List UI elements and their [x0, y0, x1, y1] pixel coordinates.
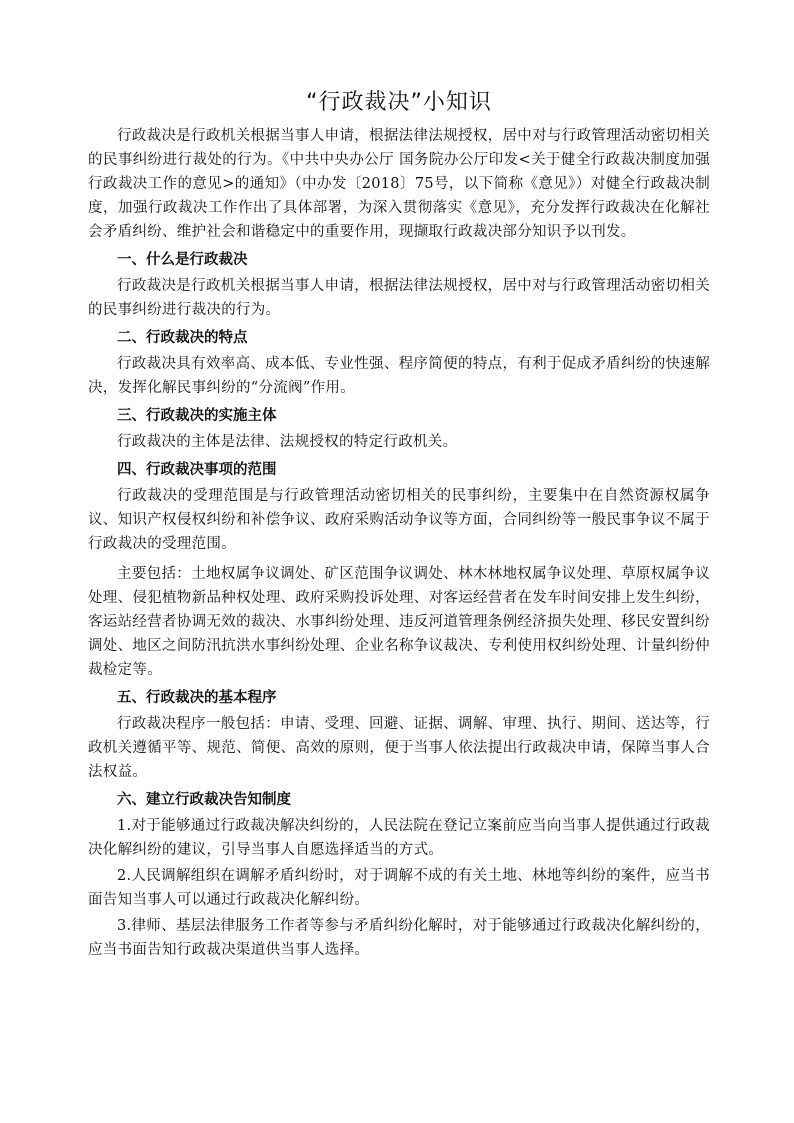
- document-title: “行政裁决”小知识: [306, 90, 492, 115]
- section-paragraph: 行政裁决是行政机关根据当事人申请，根据法律法规授权，居中对与行政管理活动密切相关的民事纠纷进行裁决的行为。: [88, 278, 710, 318]
- section-paragraph: 行政裁决的主体是法律、法规授权的特定行政机关。: [117, 434, 458, 450]
- section-heading-scope: 四、行政裁决事项的范围: [117, 462, 277, 478]
- section-heading-subject: 三、行政裁决的实施主体: [117, 408, 277, 424]
- section-paragraph: 3.律师、基层法律服务工作者等参与矛盾纠纷化解时，对于能够通过行政裁决化解纠纷的，应当书面告知行政裁决渠道供当事人选择。: [88, 918, 710, 958]
- section-paragraph: 行政裁决的受理范围是与行政管理活动密切相关的民事纠纷，主要集中在自然资源权属争议、知识产权侵权纠纷和补偿争议、政府采购活动争议等方面，合同纠纷等一般民事争议不属于行政裁决的受理范围。: [88, 488, 710, 552]
- section-heading-procedure: 五、行政裁决的基本程序: [117, 690, 277, 706]
- section-paragraph: 2.人民调解组织在调解矛盾纠纷时，对于调解不成的有关土地、林地等纠纷的案件，应当书面告知当事人可以通过行政裁决化解纠纷。: [88, 868, 710, 908]
- section-heading-what-is: 一、什么是行政裁决: [117, 252, 248, 268]
- section-paragraph: 行政裁决具有效率高、成本低、专业性强、程序简便的特点，有利于促成矛盾纠纷的快速解决，发挥化解民事纠纷的“分流阀”作用。: [88, 356, 710, 396]
- section-paragraph: 1.对于能够通过行政裁决解决纠纷的，人民法院在登记立案前应当向当事人提供通过行政裁决化解纠纷的建议，引导当事人自愿选择适当的方式。: [88, 818, 710, 858]
- section-heading-features: 二、行政裁决的特点: [117, 330, 248, 346]
- document-page: [88, 88, 710, 962]
- section-paragraph: 行政裁决程序一般包括：申请、受理、回避、证据、调解、审理、执行、期间、送达等，行政机关遵循平等、规范、简便、高效的原则，便于当事人依法提出行政裁决申请，保障当事人合法权益。: [88, 716, 710, 780]
- section-heading-notification: 六、建立行政裁决告知制度: [117, 792, 291, 808]
- section-paragraph: 主要包括：土地权属争议调处、矿区范围争议调处、林木林地权属争议处理、草原权属争议处理、侵犯植物新品种权处理、政府采购投诉处理、对客运经营者在发车时间安排上发生纠纷，客运站经营者协调无效的裁决、水事纠纷处理、违反河道管理条例经济损失处理、移民安置纠纷调处、地区之间防汛抗洪水事纠纷处理、企业名称争议裁决、专利使用权纠纷处理、计量纠纷仲裁检定等。: [88, 566, 710, 678]
- intro-paragraph: 行政裁决是行政机关根据当事人申请，根据法律法规授权，居中对与行政管理活动密切相关的民事纠纷进行裁处的行为。《中共中央办公厅 国务院办公厅印发<关于健全行政裁决制度加强行政裁决工作的意见>的通知》（中办发〔2018〕75号，以下简称《意见》）对健全行政裁决制度，加强行政裁决工作作出了具体部署，为深入贯彻落实《意见》，充分发挥行政裁决在化解社会矛盾纠纷、维护社会和谐稳定中的重要作用，现撷取行政裁决部分知识予以刊发。: [88, 128, 710, 240]
